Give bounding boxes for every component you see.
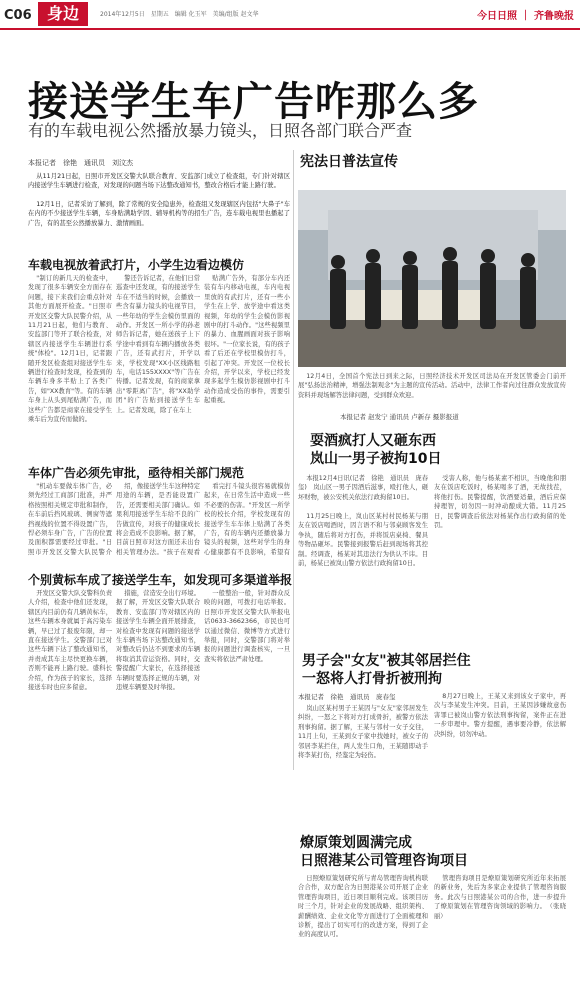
right3-headline-line2: 一怒将人打骨折被刑拘 <box>302 671 442 687</box>
photo-credit: 本报记者 赵发宁 通讯员 卢新存 摄影报道 <box>340 413 459 421</box>
people-photo-icon <box>298 190 566 367</box>
page-number: C06 <box>4 8 32 23</box>
right3-col2: 8月27日晚上，王某又来到该女子家中，再次与李某发生冲突。目前，王某因涉嫌故意伤害罪已被岚山警方依法刑事拘留，案件正在进一步审理中。警方提醒，遇事要冷静，依法解决纠纷，切勿冲动。 <box>434 693 566 738</box>
brand-logo: 今日日照 ｜ 齐鲁晚报 <box>477 11 574 22</box>
right1-headline: 宪法日普法宣传 <box>300 154 398 170</box>
section-heading-2: 车体广告必须先审批，亟待相关部门规范 <box>28 466 245 480</box>
lead-paragraph-1: 从11月21日起，日照市开发区交警大队联合教育、安监部门成立了检查组，专门针对辖区内接送学生车辆进行检查，对发现的问题当场下达整改通知书，整改合格后才能上路行驶。 <box>28 173 290 190</box>
right4-headline-line2: 日照港某公司管理咨询项目 <box>300 853 468 869</box>
lead-paragraph-2: 12月1日，记者采访了解到，除了常规的安全隐患外，检查组又发现辖区内包括"大鼻子"车在内的不少接送学生车辆，车身贴满助学因、辅导机构等的招生广告，连车载电视里也播起了广告，有的甚至公然播放暴力、激情画面。 <box>28 201 290 227</box>
right3-headline: 男子会"女友"被其邻居拦住 <box>302 653 471 669</box>
s3-col3: 一般整治一般，针对群众反映的问题，可拨打电话举报。日照市开发区交警大队举报电话0633-3662366，市民也可以通过微信、微博等方式进行举报，同时，交警部门将对举报的问题进行调查核实，一旦查实将依法严肃处理。 <box>204 590 290 663</box>
section-tag: 身边 <box>38 2 88 26</box>
s2-col3: 看完打斗镜头很容易就模仿起来，在日常生活中造成一些不必要的伤害。"开发区一所学校的校长介绍，学校发现有的接送学生车车体上贴满了各类广告，有的车辆内还播放暴力镜头的视频，这些对学生的身心健康都有不良影响，希望有 <box>204 483 290 556</box>
right4-col1: 日照燎原策划研究所与青岛管理咨询机构联合合作，双方配合为日照港某公司开展了企业管理咨询项目，近日项目顺利完成。该项目历时三个月，针对企业的发展战略、组织架构、薪酬绩效、企业文化等方面进行了全面梳理和诊断，提出了切实可行的改进方案，得到了企业的高度认可。 <box>298 875 428 939</box>
right2-headline-line2: 岚山一男子被拘10日 <box>310 451 442 467</box>
s2-col2: 绍，像接送学生车这种特定用途的车辆，是否能设置广告，还需要相关部门确认。如果利用接送学生车给不良的广告做宣传，对孩子的健康成长将会造成不良影响。据了解，目前日照市对这方面还未出台相关管理办法。"孩子在观看 <box>116 483 200 556</box>
s2-col1: "机动车要做车体广告，必须先经过工商部门批准，并严格按照相关规定审批和制作，在车前后挡风玻璃、侧窗等遮挡视线的位置不得设置广告，悍必须车身广告，广告的位置及面积都需要经过审批。"日照市开发区交警大队民警介 <box>28 483 112 556</box>
main-headline: 接送学生车广告咋那么多 <box>28 79 479 125</box>
right3-byline: 本报记者 徐艳 通讯员 庞春玺 <box>298 693 396 701</box>
s1-col1: "制订的新几天的检查中，发现了很多车辆安全方面存在问题，接下来我们会重点针对其他方面展开检查。"日照市开发区交警大队民警介绍，从11月21日起，他们与教育、安监部门等开了联合检查，对辖区内接送学生车辆进行系统"体检"。12月1日，记者跟随开发区检查组对接送学生车辆进行检查时发现，检查到的车辆车身多半贴上了各类广告，如"XX教育"等。有的车辆车身上从头到尾贴满广告，而这些广告都是商家在接受学生乘车后为宣传而做的。 <box>28 275 112 424</box>
section-heading-1: 车载电视放着武打片，小学生边看边模仿 <box>28 258 245 272</box>
s1-col2: 警还告诉记者，在他们日常巡查中还发现，有的接送学生车在不适当的时候，会播放一些含有暴力镜头的电视节目，一些年幼的学生会模仿里面的动作。开发区一所小学的孙老师告诉记者，她在送孩子上下学途中看到有车辆内播放各类广告，还有武打片，开学以来，学校发现"XX小区线路租车，电话155XXXX"等广告在传播。记者发现，有的商家拿出"零距离广告"，将"XX助学团"的广告贴到接送学生车上。记者发现，除了在车上 <box>116 275 200 414</box>
s3-col1: 开发区交警大队交警科负责人介绍，检查中他们还发现，辖区内目前仍有几辆黄标车，这些车辆本身就属于高污染车辆，早已过了报废年限，却一直在接送学生。交警部门已对这些车辆下达了整改通知书，并责成其车主尽快更换车辆，否则不能再上路行驶。盛科长介绍，作为孩子的家长，选择接送车时也应多留意。 <box>28 590 112 692</box>
right2-col2: 受害人称，他与杨某素不相识，当晚他和朋友在饭店吃饭时，杨某喝多了酒，无故找茬，将他打伤。民警提醒，饮酒要适量，酒后应保持理智，切勿因一时冲动酿成大错。11月25日，民警调查后依法对杨某作出行政拘留的处罚。 <box>434 475 566 530</box>
right2-lead: 本报12月4日讯(记者 徐艳 通讯员 庞春玺) 岚山区一男子因酒后滋事，殴打他人，砸坏财物，被公安机关依法行政拘留10日。 <box>298 475 428 501</box>
main-subheadline: 有的车载电视公然播放暴力镜头，日照各部门联合严查 <box>28 121 413 140</box>
right3-col1: 岚山区某村男子王某因与"女友"家邻居发生纠纷，一怒之下将对方打成骨折，被警方依法刑事拘留。据了解，王某与邻村一女子交往，11月上旬，王某到女子家中找她时，被女子的邻居李某拦住，两人发生口角，王某随即动手将李某打伤，经鉴定为轻伤。 <box>298 705 428 760</box>
right2-col1: 11月25日晚上，岚山区某村村民杨某与朋友在饭店喝酒时，因言语不和与邻桌顾客发生争执，随后将对方打伤，并将饭店桌椅、餐具等物品砸坏。民警接到报警后赶到现场将其控制。经调查，杨某对其违法行为供认不讳。目前，杨某已被岚山警方依法行政拘留10日。 <box>298 513 428 568</box>
right4-col2: 管理咨询项目是燎原策划研究所近年来拓展的新业务，先后为多家企业提供了管理咨询服务。此次与日照港某公司的合作，进一步提升了燎原策划在管理咨询领域的影响力。 （张晓丽） <box>434 875 566 920</box>
column-divider <box>293 150 294 770</box>
news-photo <box>298 190 566 367</box>
issue-meta: 2014年12月5日 星期五 编辑 化玉军 美编/组版 赵文华 <box>100 11 259 18</box>
page-header <box>0 0 580 30</box>
s1-col3: 贴满广告外，有部分车内还装有车内移动电视，车内电视里放的有武打片，还有一些小学生在上学、放学途中看这类视频，年幼的学生会模仿影视剧中的打斗动作。"这些视频里的暴力、血腥画面对孩子影响很坏。"一位家长说，有的孩子看了后还在学校里模仿打斗，引起了冲突。开发区一位校长介绍，开学以来，学校已经发现多起学生模仿影视剧中打斗动作造成受伤的事件，需要引起重视。 <box>204 275 290 405</box>
right2-headline: 耍酒疯打人又砸东西 <box>310 433 436 449</box>
s3-col2: 措施，营造安全出行环境。据了解，开发区交警大队联合教育、安监部门等对辖区内的接送学生车辆全面开展排查，对检查中发现有问题的接送学生车辆当场下达整改通知书，对整改后仍达不到要求的车辆将取消其营运资格。同时，交警提醒广大家长，在选择接送车辆时要选择正规的车辆，对违规车辆要及时举报。 <box>116 590 200 692</box>
right4-headline: 燎原策划圆满完成 <box>300 835 412 851</box>
photo-caption: 12月4日，全国首个宪法日到来之际，日照经济技术开发区司法局在开发区管委会门前开展"弘扬法治精神，增强法制观念"为主题的宣传活动。活动中，法律工作者向过往群众发放宣传资料并现场解答法律问题，受到群众欢迎。 <box>298 373 566 399</box>
section-heading-3: 个别黄标车成了接送学生车，如发现可多渠道举报 <box>28 573 293 587</box>
main-byline: 本报记者 徐艳 通讯员 刘汶杰 <box>28 159 133 167</box>
